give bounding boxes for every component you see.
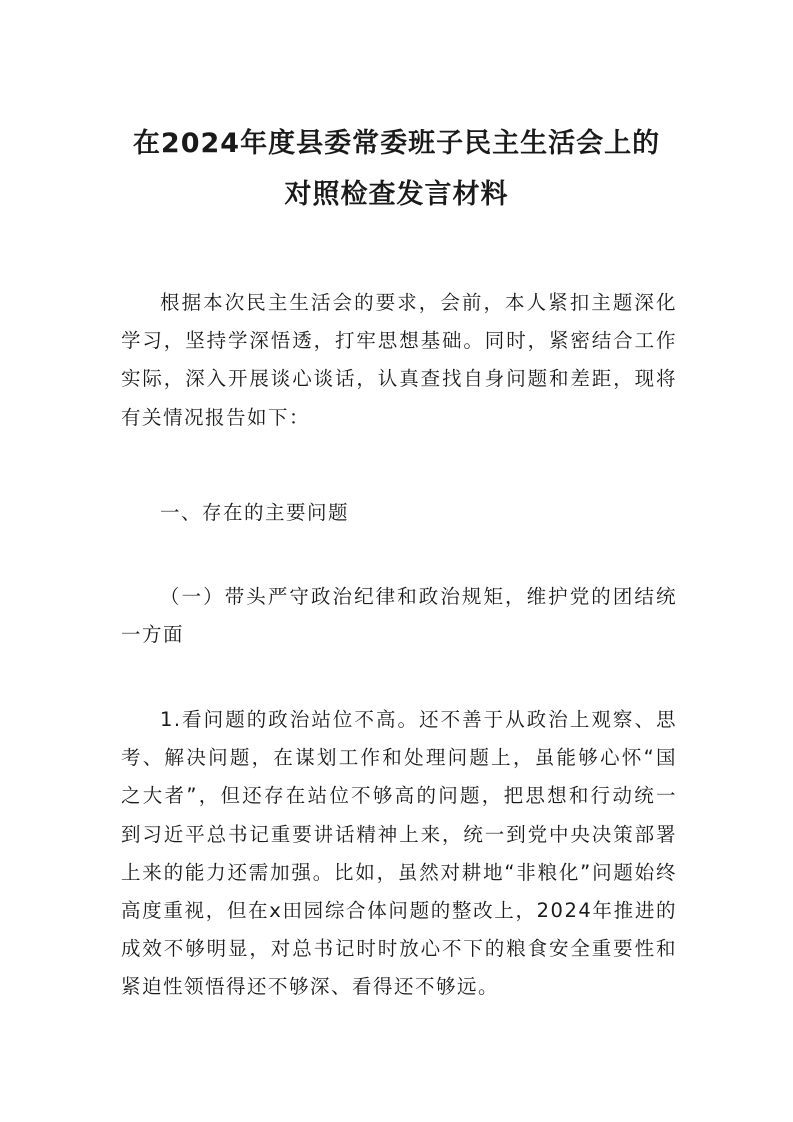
intro-paragraph: 根据本次民主生活会的要求，会前，本人紧扣主题深化学习，坚持学深悟透，打牢思想基础。同时，紧密结合工作实际，深入开展谈心谈话，认真查找自身问题和差距，现将有关情况报告如下： — [121, 291, 677, 429]
document-title-line-2: 对照检查发言材料 — [284, 179, 509, 210]
problem-item-paragraph: 1.看问题的政治站位不高。还不善于从政治上观察、思考、解决问题，在谋划工作和处理问题上，虽能够心怀“国之大者”，但还存在站位不够高的问题，把思想和行动统一到习近平总书记重要讲话精神上来，统一到党中央决策部署上来的能力还需加强。比如，虽然对耕地“非粮化”问题始终高度重视，但在x田园综合体问题的整改上，2024年推进的成效不够明显，对总书记时时放心不下的粮食安全重要性和紧迫性领悟得还不够深、看得还不够远。 — [121, 708, 677, 999]
section-heading: 一、存在的主要问题 — [160, 501, 350, 524]
document-title-line-1: 在2024年度县委常委班子民主生活会上的 — [132, 128, 661, 159]
subsection-heading: （一）带头严守政治纪律和政治规矩，维护党的团结统一方面 — [121, 585, 677, 647]
